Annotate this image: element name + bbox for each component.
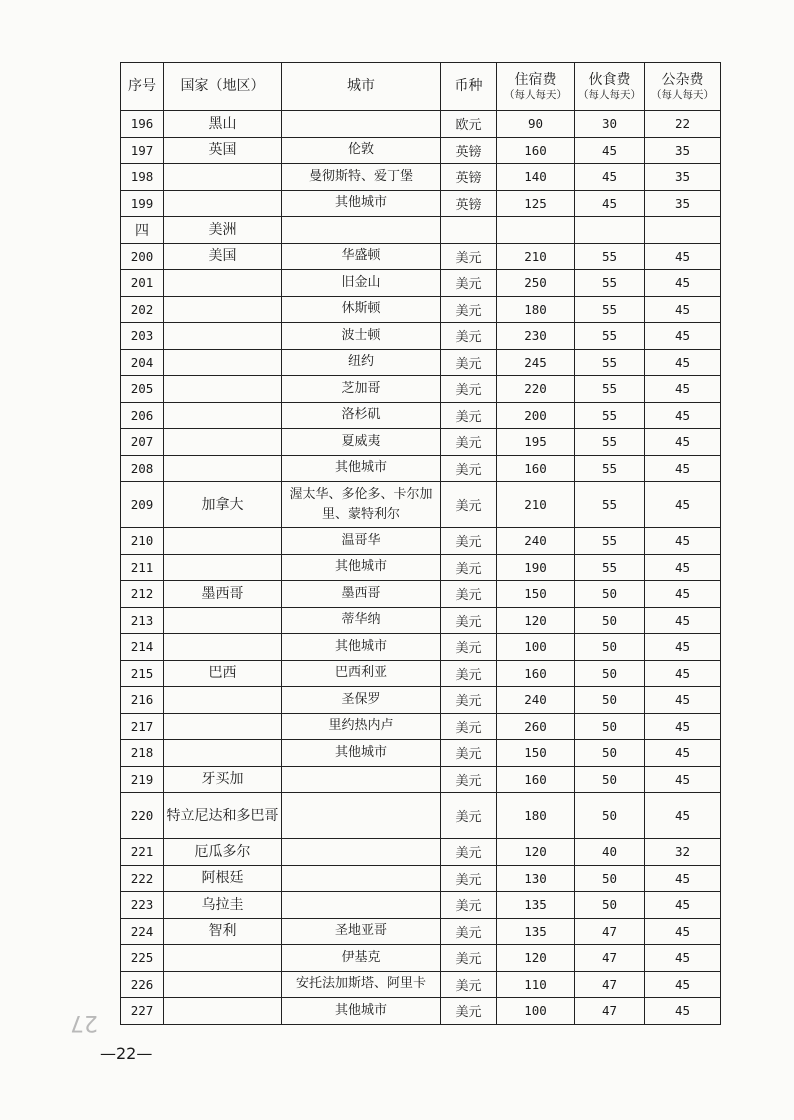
cell-seq: 209	[121, 482, 164, 528]
table-row	[121, 687, 721, 714]
cell-lodging: 120	[497, 945, 575, 972]
cell-currency: 美元	[441, 634, 497, 661]
table-row	[121, 839, 721, 866]
table-row	[121, 528, 721, 555]
cell-country: 特立尼达和多巴哥	[164, 793, 282, 839]
cell-meal: 50	[575, 607, 645, 634]
cell-meal: 45	[575, 164, 645, 191]
cell-currency: 美元	[441, 429, 497, 456]
cell-misc: 45	[645, 713, 721, 740]
cell-meal: 50	[575, 892, 645, 919]
cell-city: 休斯顿	[282, 296, 441, 323]
header-currency: 币种	[441, 63, 497, 111]
cell-meal: 55	[575, 296, 645, 323]
cell-meal: 30	[575, 111, 645, 138]
cell-misc: 45	[645, 971, 721, 998]
cell-country	[164, 323, 282, 350]
cell-country	[164, 349, 282, 376]
table-row	[121, 793, 721, 839]
cell-currency: 美元	[441, 998, 497, 1025]
cell-city: 旧金山	[282, 270, 441, 297]
cell-currency: 美元	[441, 455, 497, 482]
cell-seq: 221	[121, 839, 164, 866]
cell-meal: 50	[575, 634, 645, 661]
cell-lodging: 110	[497, 971, 575, 998]
cell-seq: 199	[121, 190, 164, 217]
cell-lodging: 135	[497, 892, 575, 919]
cell-country	[164, 270, 282, 297]
cell-meal: 55	[575, 455, 645, 482]
cell-meal: 50	[575, 740, 645, 767]
cell-lodging	[497, 217, 575, 244]
cell-currency: 美元	[441, 482, 497, 528]
cell-meal: 45	[575, 190, 645, 217]
cell-city: 巴西利亚	[282, 660, 441, 687]
cell-seq: 四	[121, 217, 164, 244]
cell-city: 其他城市	[282, 455, 441, 482]
table-row	[121, 164, 721, 191]
header-lodging	[497, 63, 575, 111]
cell-country	[164, 296, 282, 323]
cell-country	[164, 740, 282, 767]
cell-currency: 美元	[441, 581, 497, 608]
cell-meal: 50	[575, 581, 645, 608]
cell-currency	[441, 217, 497, 244]
cell-seq: 203	[121, 323, 164, 350]
cell-seq: 210	[121, 528, 164, 555]
table-row	[121, 607, 721, 634]
cell-meal: 50	[575, 865, 645, 892]
cell-currency: 美元	[441, 376, 497, 403]
cell-city: 其他城市	[282, 634, 441, 661]
allowance-table	[120, 62, 721, 1025]
cell-currency: 美元	[441, 713, 497, 740]
cell-seq: 207	[121, 429, 164, 456]
cell-city: 华盛顿	[282, 243, 441, 270]
cell-misc: 45	[645, 660, 721, 687]
cell-lodging: 210	[497, 243, 575, 270]
cell-city: 安托法加斯塔、阿里卡	[282, 971, 441, 998]
cell-currency: 美元	[441, 528, 497, 555]
cell-city: 里约热内卢	[282, 713, 441, 740]
cell-country: 牙买加	[164, 766, 282, 793]
cell-country	[164, 945, 282, 972]
cell-city	[282, 766, 441, 793]
cell-misc: 45	[645, 402, 721, 429]
cell-seq: 198	[121, 164, 164, 191]
cell-lodging: 180	[497, 296, 575, 323]
cell-country	[164, 190, 282, 217]
cell-seq: 204	[121, 349, 164, 376]
cell-lodging: 135	[497, 918, 575, 945]
cell-lodging: 100	[497, 634, 575, 661]
table-row	[121, 376, 721, 403]
cell-city: 洛杉矶	[282, 402, 441, 429]
cell-misc: 45	[645, 528, 721, 555]
cell-lodging: 250	[497, 270, 575, 297]
cell-misc: 45	[645, 687, 721, 714]
cell-currency: 美元	[441, 323, 497, 350]
header-lodging-title: 住宿费	[514, 71, 557, 88]
cell-meal: 50	[575, 660, 645, 687]
cell-lodging: 120	[497, 607, 575, 634]
table-row	[121, 190, 721, 217]
header-seq: 序号	[121, 63, 164, 111]
cell-misc: 35	[645, 164, 721, 191]
cell-misc: 45	[645, 581, 721, 608]
cell-currency: 美元	[441, 554, 497, 581]
cell-seq: 211	[121, 554, 164, 581]
header-misc-sub: （每人每天）	[651, 88, 714, 101]
cell-meal: 47	[575, 998, 645, 1025]
cell-lodging: 190	[497, 554, 575, 581]
table-row	[121, 455, 721, 482]
cell-city: 其他城市	[282, 740, 441, 767]
header-country: 国家（地区）	[164, 63, 282, 111]
cell-misc: 45	[645, 918, 721, 945]
cell-city: 其他城市	[282, 190, 441, 217]
cell-country	[164, 455, 282, 482]
cell-meal: 50	[575, 793, 645, 839]
cell-lodging: 130	[497, 865, 575, 892]
cell-seq: 206	[121, 402, 164, 429]
cell-meal: 55	[575, 528, 645, 555]
cell-country	[164, 164, 282, 191]
cell-lodging: 90	[497, 111, 575, 138]
cell-city: 渥太华、多伦多、卡尔加里、蒙特利尔	[282, 482, 441, 528]
cell-currency: 美元	[441, 607, 497, 634]
cell-meal: 47	[575, 918, 645, 945]
table-row	[121, 270, 721, 297]
cell-seq: 218	[121, 740, 164, 767]
cell-misc: 45	[645, 607, 721, 634]
cell-country: 智利	[164, 918, 282, 945]
cell-meal: 50	[575, 713, 645, 740]
cell-seq: 225	[121, 945, 164, 972]
cell-meal: 47	[575, 971, 645, 998]
cell-lodging: 160	[497, 137, 575, 164]
cell-lodging: 210	[497, 482, 575, 528]
cell-misc: 45	[645, 740, 721, 767]
cell-lodging: 100	[497, 998, 575, 1025]
cell-lodging: 120	[497, 839, 575, 866]
cell-city: 伊基克	[282, 945, 441, 972]
cell-meal: 55	[575, 402, 645, 429]
cell-misc: 45	[645, 270, 721, 297]
cell-meal: 55	[575, 243, 645, 270]
table-row	[121, 323, 721, 350]
cell-country	[164, 634, 282, 661]
table-row	[121, 581, 721, 608]
cell-currency: 美元	[441, 793, 497, 839]
cell-city	[282, 839, 441, 866]
cell-seq: 201	[121, 270, 164, 297]
cell-city	[282, 793, 441, 839]
cell-misc: 22	[645, 111, 721, 138]
cell-lodging: 240	[497, 687, 575, 714]
cell-city: 夏威夷	[282, 429, 441, 456]
header-meal-sub: （每人每天）	[578, 88, 641, 101]
cell-currency: 英镑	[441, 164, 497, 191]
cell-lodging: 260	[497, 713, 575, 740]
cell-meal: 55	[575, 429, 645, 456]
cell-country	[164, 402, 282, 429]
cell-seq: 202	[121, 296, 164, 323]
cell-currency: 美元	[441, 740, 497, 767]
cell-city: 曼彻斯特、爱丁堡	[282, 164, 441, 191]
cell-country	[164, 971, 282, 998]
cell-lodging: 125	[497, 190, 575, 217]
page-number: —22—	[100, 1044, 153, 1063]
cell-currency: 美元	[441, 402, 497, 429]
cell-currency: 美元	[441, 349, 497, 376]
cell-currency: 美元	[441, 296, 497, 323]
cell-currency: 美元	[441, 270, 497, 297]
cell-city: 其他城市	[282, 554, 441, 581]
cell-misc: 45	[645, 482, 721, 528]
header-meal	[575, 63, 645, 111]
cell-lodging: 180	[497, 793, 575, 839]
cell-lodging: 150	[497, 740, 575, 767]
cell-misc: 45	[645, 296, 721, 323]
page-stamp: 27	[70, 1010, 98, 1035]
cell-seq: 223	[121, 892, 164, 919]
section-row	[121, 217, 721, 244]
cell-currency: 美元	[441, 865, 497, 892]
cell-seq: 205	[121, 376, 164, 403]
cell-misc: 45	[645, 945, 721, 972]
cell-meal	[575, 217, 645, 244]
cell-currency: 美元	[441, 766, 497, 793]
table-row	[121, 766, 721, 793]
cell-country: 乌拉圭	[164, 892, 282, 919]
cell-city: 芝加哥	[282, 376, 441, 403]
cell-country	[164, 687, 282, 714]
cell-misc: 32	[645, 839, 721, 866]
cell-city: 其他城市	[282, 998, 441, 1025]
cell-city: 伦敦	[282, 137, 441, 164]
table-row	[121, 740, 721, 767]
cell-city: 波士顿	[282, 323, 441, 350]
table-row	[121, 111, 721, 138]
cell-country	[164, 429, 282, 456]
table-row	[121, 918, 721, 945]
cell-seq: 222	[121, 865, 164, 892]
cell-misc: 45	[645, 634, 721, 661]
cell-seq: 213	[121, 607, 164, 634]
cell-currency: 英镑	[441, 137, 497, 164]
cell-meal: 50	[575, 687, 645, 714]
cell-currency: 美元	[441, 945, 497, 972]
cell-city: 温哥华	[282, 528, 441, 555]
cell-misc: 45	[645, 455, 721, 482]
cell-lodging: 150	[497, 581, 575, 608]
header-lodging-sub: （每人每天）	[504, 88, 567, 101]
table-row	[121, 429, 721, 456]
cell-currency: 英镑	[441, 190, 497, 217]
table-row	[121, 660, 721, 687]
header-meal-title: 伙食费	[588, 71, 631, 88]
table-row	[121, 243, 721, 270]
table-row	[121, 402, 721, 429]
cell-meal: 45	[575, 137, 645, 164]
cell-misc: 45	[645, 376, 721, 403]
cell-currency: 美元	[441, 687, 497, 714]
cell-seq: 196	[121, 111, 164, 138]
table-body	[121, 111, 721, 1025]
cell-lodging: 230	[497, 323, 575, 350]
cell-misc: 45	[645, 429, 721, 456]
table-row	[121, 482, 721, 528]
cell-lodging: 160	[497, 660, 575, 687]
cell-seq: 220	[121, 793, 164, 839]
cell-lodging: 200	[497, 402, 575, 429]
cell-country	[164, 607, 282, 634]
cell-lodging: 195	[497, 429, 575, 456]
table-row	[121, 998, 721, 1025]
cell-country: 加拿大	[164, 482, 282, 528]
cell-lodging: 160	[497, 766, 575, 793]
table-row	[121, 137, 721, 164]
cell-country	[164, 376, 282, 403]
cell-seq: 217	[121, 713, 164, 740]
cell-seq: 215	[121, 660, 164, 687]
cell-misc: 45	[645, 243, 721, 270]
cell-city: 墨西哥	[282, 581, 441, 608]
cell-seq: 216	[121, 687, 164, 714]
table-row	[121, 349, 721, 376]
cell-country: 黑山	[164, 111, 282, 138]
cell-meal: 47	[575, 945, 645, 972]
cell-seq: 212	[121, 581, 164, 608]
cell-meal: 40	[575, 839, 645, 866]
cell-city	[282, 865, 441, 892]
table-row	[121, 713, 721, 740]
cell-city	[282, 217, 441, 244]
table-row	[121, 865, 721, 892]
cell-misc: 35	[645, 137, 721, 164]
cell-currency: 美元	[441, 971, 497, 998]
table-row	[121, 945, 721, 972]
cell-misc: 45	[645, 554, 721, 581]
cell-currency: 美元	[441, 243, 497, 270]
cell-country: 美国	[164, 243, 282, 270]
cell-seq: 226	[121, 971, 164, 998]
header-city: 城市	[282, 63, 441, 111]
cell-city	[282, 892, 441, 919]
cell-lodging: 245	[497, 349, 575, 376]
cell-misc: 35	[645, 190, 721, 217]
cell-country: 美洲	[164, 217, 282, 244]
table-row	[121, 296, 721, 323]
cell-city: 纽约	[282, 349, 441, 376]
cell-country	[164, 554, 282, 581]
cell-lodging: 160	[497, 455, 575, 482]
cell-currency: 美元	[441, 892, 497, 919]
cell-currency: 美元	[441, 660, 497, 687]
cell-country	[164, 998, 282, 1025]
cell-seq: 219	[121, 766, 164, 793]
cell-misc: 45	[645, 998, 721, 1025]
cell-seq: 227	[121, 998, 164, 1025]
cell-meal: 55	[575, 376, 645, 403]
cell-meal: 50	[575, 766, 645, 793]
cell-seq: 197	[121, 137, 164, 164]
cell-city: 圣保罗	[282, 687, 441, 714]
table-row	[121, 634, 721, 661]
cell-country: 厄瓜多尔	[164, 839, 282, 866]
cell-currency: 欧元	[441, 111, 497, 138]
cell-misc: 45	[645, 892, 721, 919]
cell-lodging: 240	[497, 528, 575, 555]
cell-meal: 55	[575, 554, 645, 581]
cell-country: 阿根廷	[164, 865, 282, 892]
header-misc-title: 公杂费	[661, 71, 704, 88]
header-misc	[645, 63, 721, 111]
cell-meal: 55	[575, 349, 645, 376]
cell-misc	[645, 217, 721, 244]
cell-seq: 224	[121, 918, 164, 945]
cell-seq: 214	[121, 634, 164, 661]
cell-misc: 45	[645, 323, 721, 350]
cell-misc: 45	[645, 865, 721, 892]
cell-seq: 200	[121, 243, 164, 270]
cell-country	[164, 713, 282, 740]
cell-meal: 55	[575, 323, 645, 350]
cell-country: 墨西哥	[164, 581, 282, 608]
table-row	[121, 892, 721, 919]
cell-misc: 45	[645, 766, 721, 793]
cell-meal: 55	[575, 482, 645, 528]
table-row	[121, 971, 721, 998]
cell-city: 蒂华纳	[282, 607, 441, 634]
cell-city	[282, 111, 441, 138]
cell-currency: 美元	[441, 839, 497, 866]
cell-country: 巴西	[164, 660, 282, 687]
cell-lodging: 220	[497, 376, 575, 403]
cell-city: 圣地亚哥	[282, 918, 441, 945]
cell-currency: 美元	[441, 918, 497, 945]
header-row	[121, 63, 721, 111]
cell-country	[164, 528, 282, 555]
cell-lodging: 140	[497, 164, 575, 191]
table-row	[121, 554, 721, 581]
cell-misc: 45	[645, 793, 721, 839]
cell-seq: 208	[121, 455, 164, 482]
cell-misc: 45	[645, 349, 721, 376]
cell-country: 英国	[164, 137, 282, 164]
cell-meal: 55	[575, 270, 645, 297]
